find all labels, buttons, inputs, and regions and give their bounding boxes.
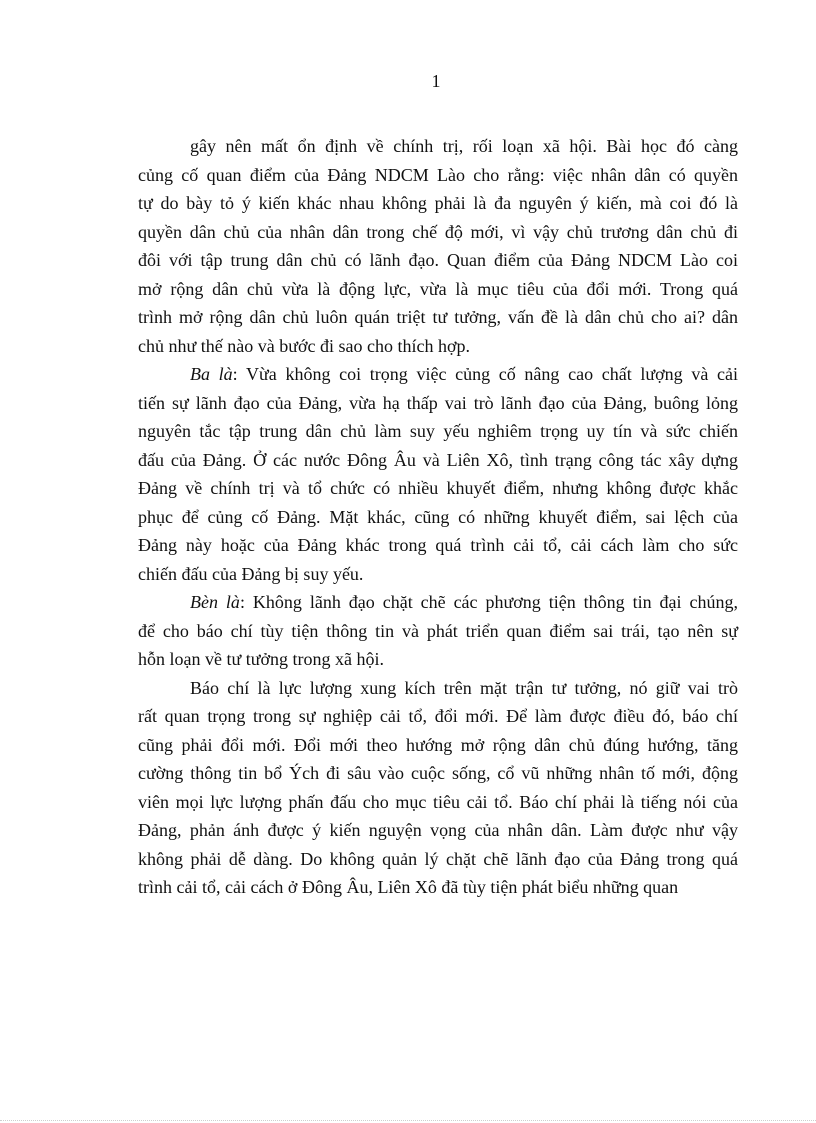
text-line	[138, 218, 738, 247]
text-line	[138, 503, 738, 532]
line-text: viên mọi lực lượng phấn đấu cho mục tiêu cải tổ. Báo chí phải là tiếng nói của	[138, 791, 738, 812]
text-line	[138, 873, 738, 902]
text-line	[138, 275, 738, 304]
text-line	[138, 702, 738, 731]
line-text: Đảng này hoặc của Đảng khác trong quá trình cải tổ, cải cách làm cho sức	[138, 535, 738, 555]
line-text: Đảng về chính trị và tổ chức có nhiều khuyết điểm, nhưng không được khắc	[138, 478, 738, 498]
line-text: để cho báo chí tùy tiện thông tin và phát triển quan điểm sai trái, tạo nên sự	[138, 620, 738, 641]
text-line	[138, 845, 738, 874]
line-text: Đảng, phản ánh được ý kiến nguyện vọng của nhân dân. Làm được như vậy	[138, 820, 738, 840]
text-line	[138, 759, 738, 788]
line-text: rất quan trọng trong sự nghiệp cải tổ, đổi mới. Để làm được điều đó, báo chí	[138, 706, 738, 726]
line-text: hỗn loạn về tư tưởng trong xã hội.	[138, 649, 384, 669]
page-bottom-rule	[0, 1120, 816, 1121]
line-text: củng cố quan điểm của Đảng NDCM Lào cho rằng: việc nhân dân có quyền	[138, 164, 738, 185]
line-text: chủ như thế nào và bước đi sao cho thích hợp.	[138, 335, 470, 356]
text-line	[138, 474, 738, 503]
line-text: đôi với tập trung dân chủ có lãnh đạo. Quan điểm của Đảng NDCM Lào coi	[138, 250, 738, 270]
text-line	[138, 246, 738, 275]
line-text: cũng phải đổi mới. Đổi mới theo hướng mở rộng dân chủ đúng hướng, tăng	[138, 734, 738, 755]
text-line	[138, 645, 738, 674]
text-line	[138, 303, 738, 332]
page-number: 1	[431, 71, 441, 91]
line-text: cường thông tin bổ Ých đi sâu vào cuộc sống, cổ vũ những nhân tố mới, động	[138, 763, 738, 783]
text-line	[138, 588, 738, 617]
line-text: không phải dễ dàng. Do không quản lý chặt chẽ lãnh đạo của Đảng trong quá	[138, 848, 738, 869]
line-text: gây nên mất ổn định về chính trị, rối loạn xã hội. Bài học đó càng	[190, 136, 738, 156]
text-line	[138, 417, 738, 446]
line-text: quyền dân chủ của nhân dân trong chế độ mới, vì vậy chủ trương dân chủ đi	[138, 221, 738, 242]
line-text: tiến sự lãnh đạo của Đảng, vừa hạ thấp vai trò lãnh đạo của Đảng, buông lỏng	[138, 392, 738, 413]
text-line	[138, 560, 738, 589]
line-text: phục để củng cố Đảng. Mặt khác, cũng có những khuyết điểm, sai lệch của	[138, 506, 738, 527]
text-line	[138, 189, 738, 218]
text-line	[138, 132, 738, 161]
document-body	[138, 132, 738, 902]
line-text: trình cải tổ, cải cách ở Đông Âu, Liên Xô đã tùy tiện phát biểu những quan	[138, 877, 679, 897]
section-term: Ba là	[190, 364, 233, 384]
text-line	[138, 788, 738, 817]
line-text: tự do bày tỏ ý kiến khác nhau không phải là đa nguyên ý kiến, mà coi đó là	[138, 193, 738, 213]
text-line	[138, 731, 738, 760]
line-text: Báo chí là lực lượng xung kích trên mặt trận tư tưởng, nó giữ vai trò	[190, 677, 738, 698]
line-text: : Không lãnh đạo chặt chẽ các phương tiện thông tin đại chúng,	[239, 592, 738, 612]
text-line	[138, 389, 738, 418]
text-line	[138, 816, 738, 845]
text-line	[138, 446, 738, 475]
text-line	[138, 531, 738, 560]
line-text: mở rộng dân chủ vừa là động lực, vừa là mục tiêu của đổi mới. Trong quá	[138, 278, 738, 299]
line-text: : Vừa không coi trọng việc củng cố nâng cao chất lượng và cải	[232, 364, 738, 384]
text-line	[138, 674, 738, 703]
text-line	[138, 617, 738, 646]
text-line	[138, 332, 738, 361]
line-text: đấu của Đảng. Ở các nước Đông Âu và Liên Xô, tình trạng công tác xây dựng	[138, 449, 738, 470]
line-text: chiến đấu của Đảng bị suy yếu.	[138, 563, 364, 584]
line-text: trình mở rộng dân chủ luôn quán triệt tư tưởng, vấn đề là dân chủ cho ai? dân	[138, 307, 738, 327]
text-line	[138, 360, 738, 389]
line-text: nguyên tắc tập trung dân chủ làm suy yếu nghiêm trọng uy tín và sức chiến	[138, 421, 738, 441]
text-line	[138, 161, 738, 190]
section-term: Bèn là	[190, 592, 240, 612]
